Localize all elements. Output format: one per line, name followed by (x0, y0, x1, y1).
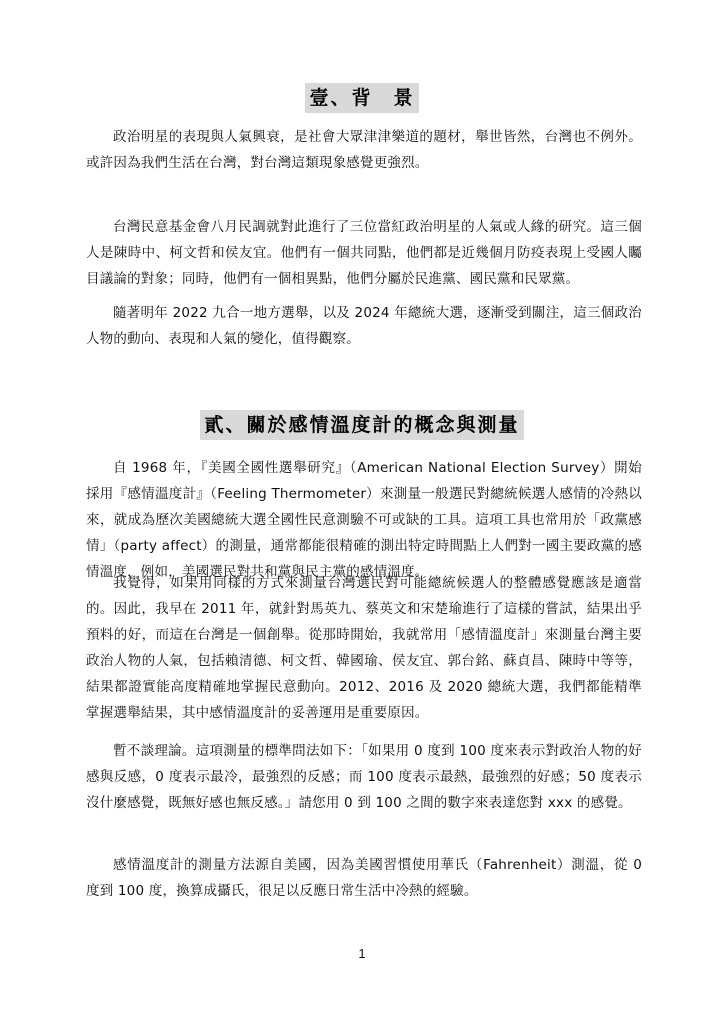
paragraph: 自 1968 年，『美國全國性選舉研究』（American National Election Survey）開始採用『感情溫度計』（Feeling Thermometer）來測量一般選民對總統候選人感情的冷熱以來，就成為歷次美國總統大選全國性民意測驗不可或缺的工具。這項工具也常用於「政黨感情」（party affect）的測量，通常都能很精確的測出特定時間點上人們對一國主要政黨的感情溫度，例如，美國選民對共和黨與民主黨的感情溫度。 (86, 460, 642, 580)
section-heading-container (0, 410, 724, 440)
paragraph: 感情溫度計的測量方法源自美國，因為美國習慣使用華氏（Fahrenheit）測溫，從 0 度到 100 度，換算成攝氏，很足以反應日常生活中冷熱的經驗。 (86, 857, 642, 899)
paragraph: 隨著明年 2022 九合一地方選舉，以及 2024 年總統大選，逐漸受到關注，這三個政治人物的動向、表現和人氣的變化，值得觀察。 (86, 305, 642, 347)
paragraph: 暫不談理論。這項測量的標準問法如下：「如果用 0 度到 100 度來表示對政治人物的好感與反感，0 度表示最冷，最強烈的反感；而 100 度表示最熱，最強烈的好感；50 度表示沒什麼感覺，既無好感也無反感。」請您用 0 到 100 之間的數字來表達您對 xxx 的感覺。 (86, 743, 642, 811)
paragraph: 台灣民意基金會八月民調就對此進行了三位當紅政治明星的人氣或人緣的研究。這三個人是陳時中、柯文哲和侯友宜。他們有一個共同點，他們都是近幾個月防疫表現上受國人矚目議論的對象；同時，他們有一個相異點，他們分屬於民進黨、國民黨和民眾黨。 (86, 219, 642, 287)
paragraph: 我覺得，如果用同樣的方式來測量台灣選民對可能總統候選人的整體感覺應該是適當的。因此，我早在 2011 年，就針對馬英九、蔡英文和宋楚瑜進行了這樣的嘗試，結果出乎預料的好，而這在台灣是一個創舉。從那時開始，我就常用「感情溫度計」來測量台灣主要政治人物的人氣，包括賴清德、柯文哲、韓國瑜、侯友宜、郭台銘、蘇貞昌、陳時中等等，結果都證實能高度精確地掌握民意動向。2012、2016 及 2020 總統大選，我們都能精準掌握選舉結果，其中感情溫度計的妥善運用是重要原因。 (86, 575, 642, 721)
page-number: 1 (358, 946, 366, 961)
section-heading-thermometer: 貳、關於感情溫度計的概念與測量 (200, 410, 523, 440)
section-heading-background: 壹、背 景 (305, 83, 418, 113)
section-heading-container (0, 83, 724, 113)
paragraph: 政治明星的表現與人氣興衰，是社會大眾津津樂道的題材，舉世皆然，台灣也不例外。或許因為我們生活在台灣，對台灣這類現象感覺更強烈。 (86, 129, 642, 171)
